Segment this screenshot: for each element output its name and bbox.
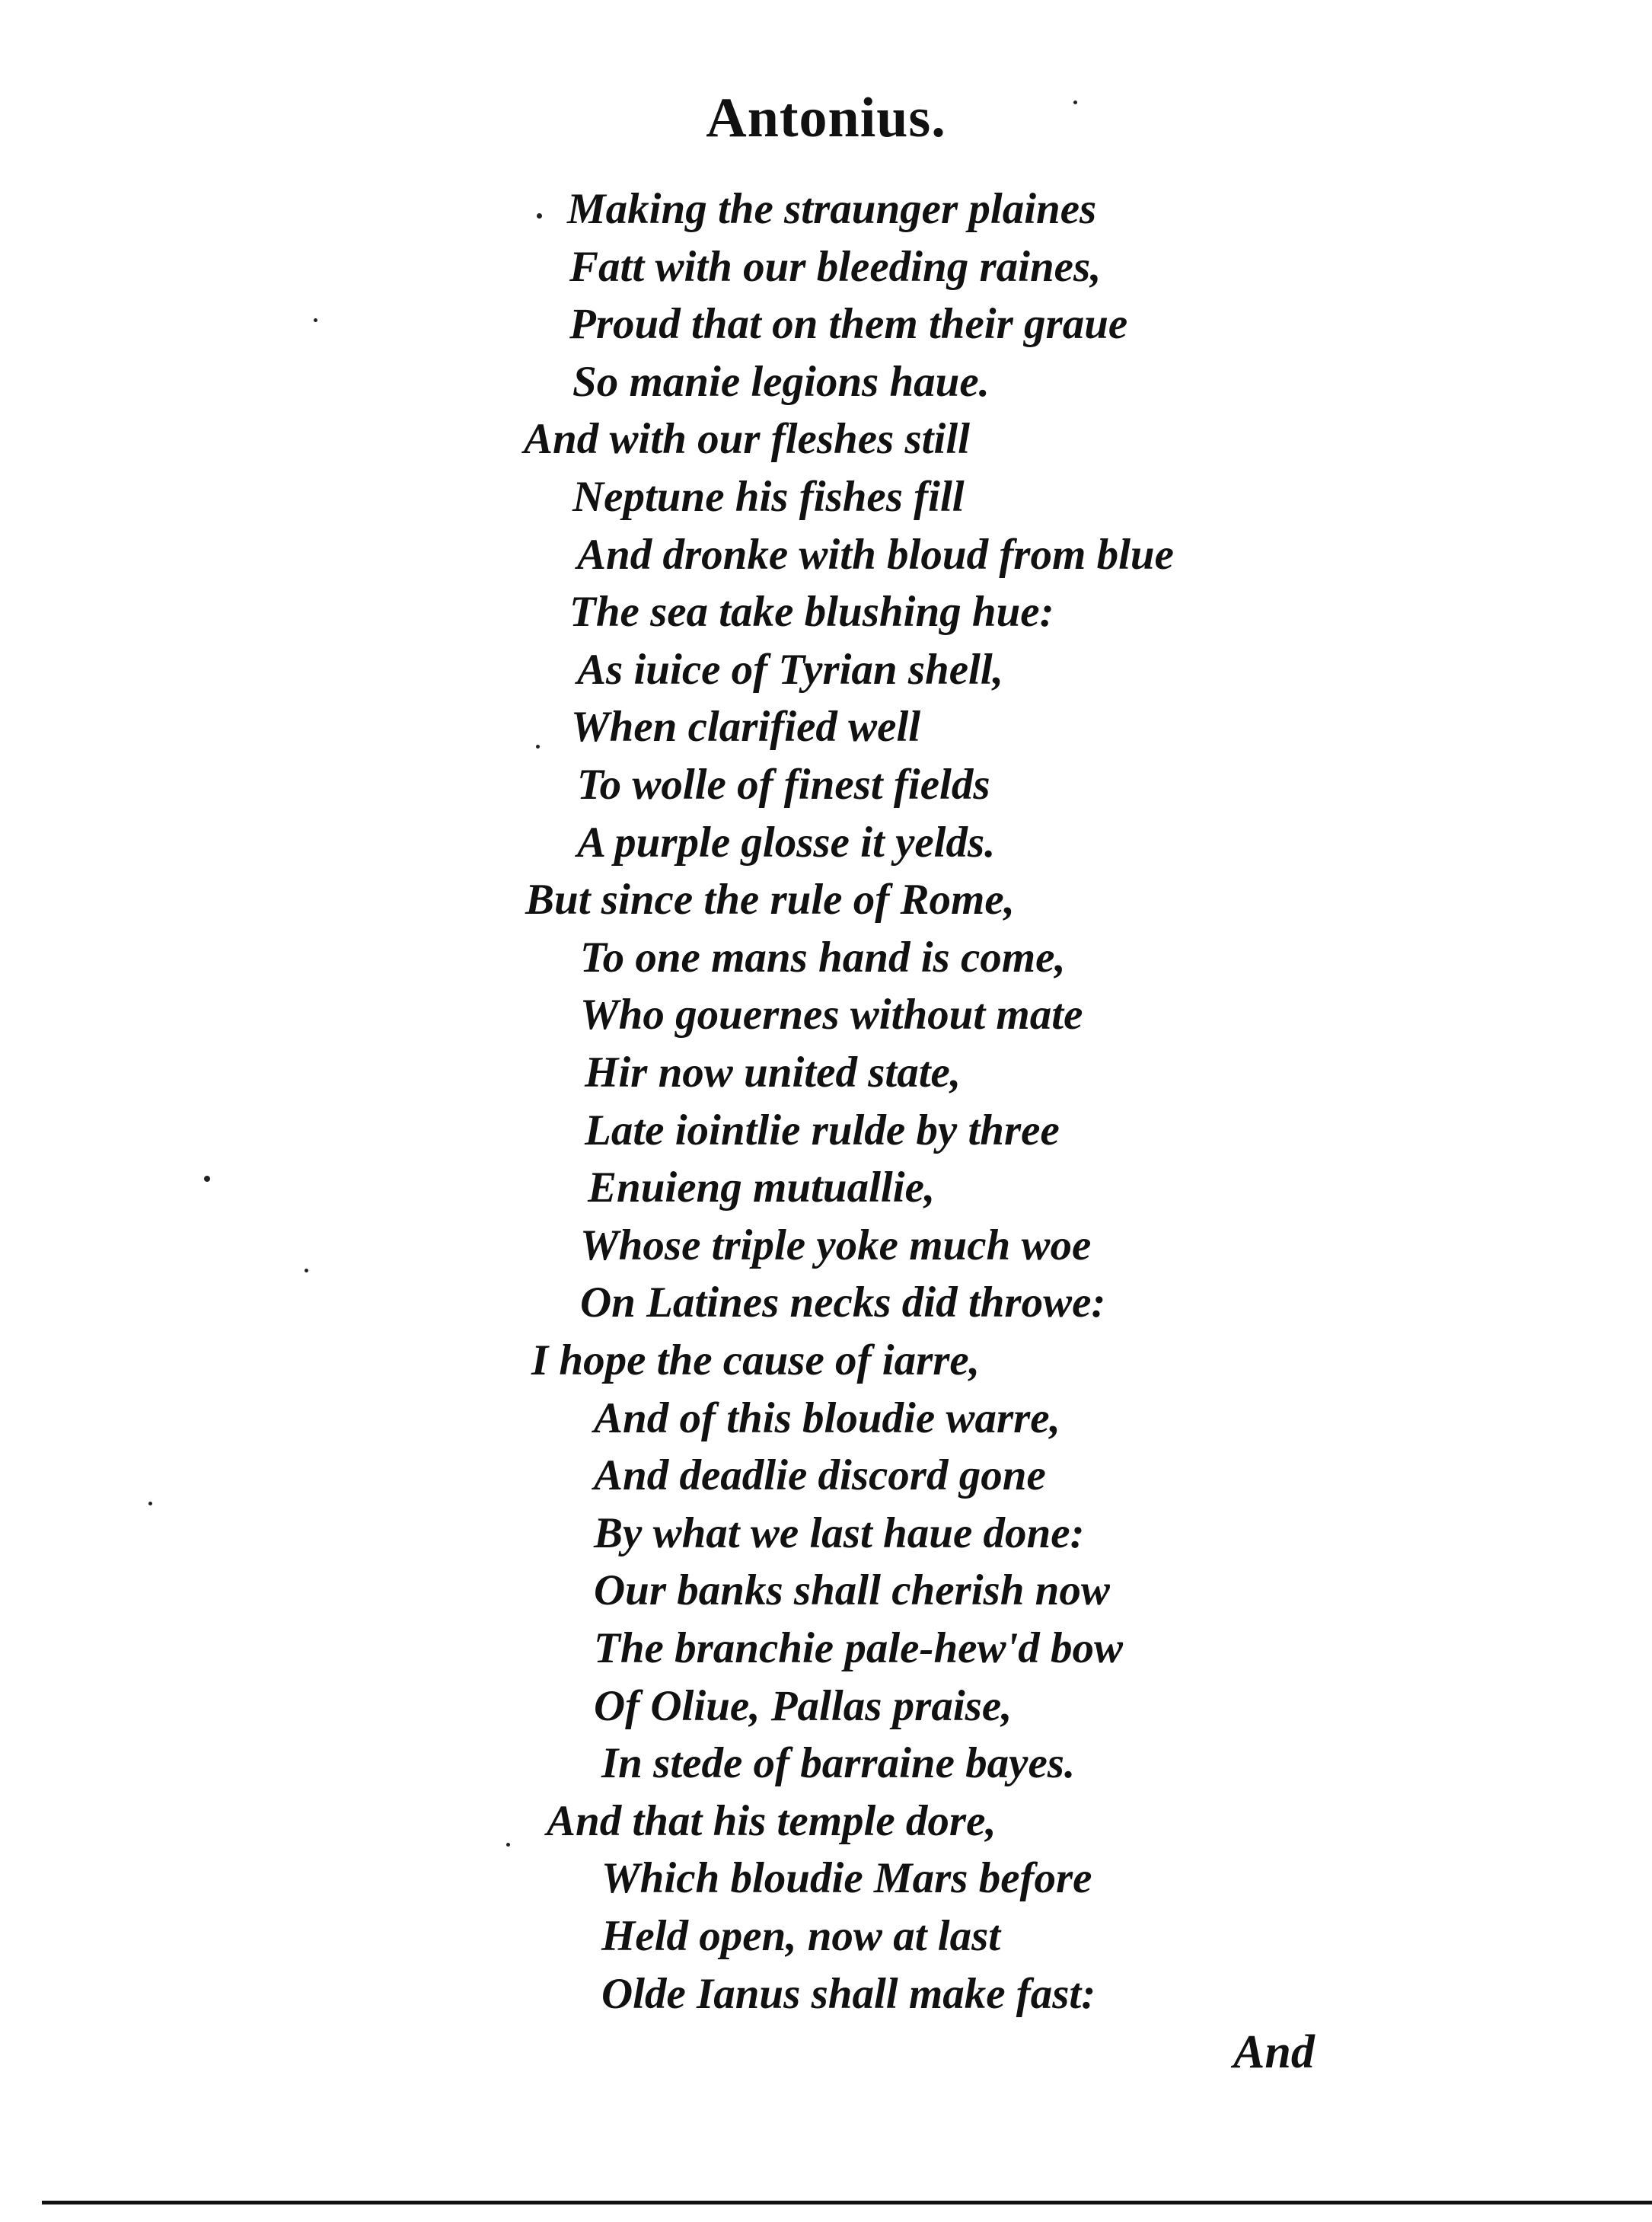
verse-line: So manie legions haue. (572, 358, 990, 406)
verse-line: The sea take blushing hue: (569, 588, 1054, 636)
scan-speck (1073, 101, 1077, 104)
scan-speck (305, 1269, 308, 1272)
verse-line: When clarified well (571, 703, 921, 751)
verse-line: Hir now united state, (585, 1049, 962, 1097)
scan-speck (537, 213, 542, 219)
verse-line: Making the straunger plaines (567, 185, 1097, 233)
verse-line: As iuice of Tyrian shell, (577, 646, 1003, 694)
scan-speck (204, 1176, 210, 1182)
verse-line: I hope the cause of iarre, (531, 1336, 980, 1384)
scan-speck (536, 745, 540, 749)
verse-line: To one mans hand is come, (580, 934, 1066, 982)
verse-line: The branchie pale-hew'd bow (594, 1624, 1124, 1672)
catchword: And (1233, 2026, 1315, 2078)
verse-line: Who gouernes without mate (580, 991, 1083, 1039)
verse-line: Which bloudie Mars before (601, 1854, 1092, 1902)
verse-line: To wolle of finest fields (577, 761, 990, 809)
verse-line: And dronke with bloud from blue (577, 531, 1174, 579)
verse-line: Late iointlie rulde by three (585, 1106, 1060, 1154)
verse-line: On Latines necks did throwe: (580, 1279, 1106, 1326)
scan-speck (148, 1502, 152, 1505)
verse-line: But since the rule of Rome, (525, 876, 1015, 924)
verse-line: And that his temple dore, (547, 1797, 997, 1845)
verse-line: A purple glosse it yelds. (577, 819, 996, 867)
verse-line: And deadlie discord gone (594, 1451, 1046, 1499)
verse-line: Of Oliue, Pallas praise, (594, 1682, 1013, 1730)
scan-speck (314, 318, 317, 322)
verse-line: Proud that on them their graue (569, 300, 1128, 348)
verse-line: Fatt with our bleeding raines, (569, 243, 1102, 291)
verse-line: Held open, now at last (601, 1912, 1001, 1960)
verse-line: Enuieng mutuallie, (588, 1164, 936, 1212)
verse-line: And with our fleshes still (524, 415, 971, 463)
verse-line: In stede of barraine bayes. (601, 1739, 1076, 1787)
verse-line: Neptune his fishes fill (572, 473, 965, 521)
verse-line: Whose triple yoke much woe (580, 1221, 1092, 1269)
verse-line: And of this bloudie warre, (594, 1394, 1060, 1442)
bottom-rule (42, 2201, 1652, 2204)
verse-line: Olde Ianus shall make fast: (601, 1970, 1096, 2018)
scan-speck (506, 1843, 510, 1847)
running-header: Antonius. (706, 87, 946, 149)
verse-line: Our banks shall cherish now (594, 1566, 1110, 1614)
verse-line: By what we last haue done: (594, 1509, 1085, 1557)
